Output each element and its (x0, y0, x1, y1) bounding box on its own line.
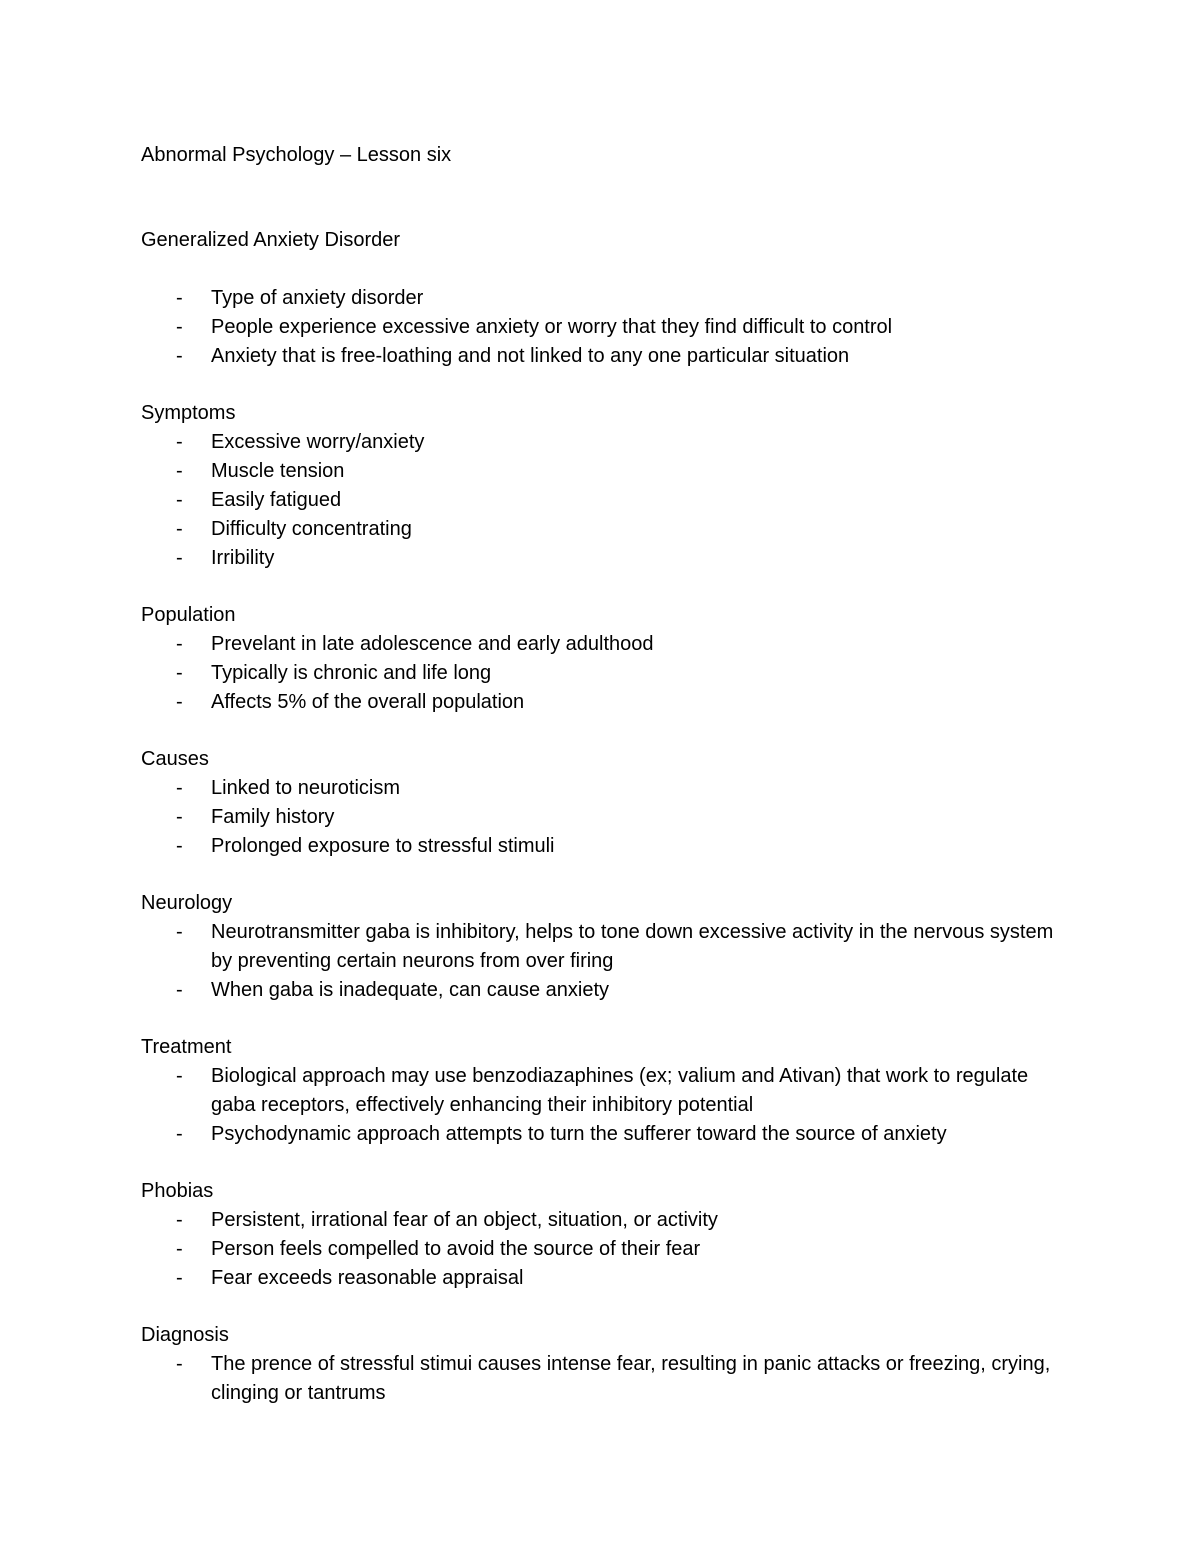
document-page (141, 141, 1071, 1408)
dash-bullet: - (176, 835, 183, 857)
bullet-list (141, 1062, 1071, 1149)
bullet-list (141, 428, 1071, 573)
section-heading: Neurology (141, 892, 233, 914)
section-heading: Treatment (141, 1036, 232, 1058)
section-neurology (141, 889, 1071, 1005)
dash-bullet: - (176, 518, 183, 540)
list-item-text: Fear exceeds reasonable appraisal (211, 1267, 524, 1289)
list-item-text: Affects 5% of the overall population (211, 691, 525, 713)
list-item (141, 659, 1071, 688)
list-item-text: People experience excessive anxiety or worry that they find difficult to control (211, 316, 893, 338)
bullet-list (141, 774, 1071, 861)
bullet-list (141, 630, 1071, 717)
list-item (141, 313, 1071, 342)
section-causes (141, 745, 1071, 861)
dash-bullet: - (176, 287, 183, 309)
list-item-text: Prolonged exposure to stressful stimuli (211, 835, 555, 857)
list-item (141, 428, 1071, 457)
list-item (141, 486, 1071, 515)
dash-bullet: - (176, 921, 183, 943)
list-item-text: Easily fatigued (211, 489, 342, 511)
list-item (141, 284, 1071, 313)
list-item (141, 976, 1071, 1005)
list-item (141, 1235, 1071, 1264)
section-phobias (141, 1177, 1071, 1293)
list-item (141, 342, 1071, 371)
section-treatment (141, 1033, 1071, 1149)
dash-bullet: - (176, 691, 183, 713)
dash-bullet: - (176, 806, 183, 828)
list-item-text: Neurotransmitter gaba is inhibitory, helps to tone down excessive activity in the nervous system by preventing certain neurons from over firing (211, 921, 1054, 972)
section-symptoms (141, 399, 1071, 573)
dash-bullet: - (176, 1209, 183, 1231)
section-population (141, 601, 1071, 717)
document-title: Abnormal Psychology – Lesson six (141, 144, 452, 166)
list-item-text: Persistent, irrational fear of an object, situation, or activity (211, 1209, 718, 1231)
bullet-list (141, 1206, 1071, 1293)
list-item (141, 688, 1071, 717)
list-item-text: The prence of stressful stimui causes intense fear, resulting in panic attacks or freezing, crying, clinging or tantrums (211, 1353, 1051, 1404)
list-item (141, 1062, 1071, 1120)
dash-bullet: - (176, 1267, 183, 1289)
dash-bullet: - (176, 633, 183, 655)
dash-bullet: - (176, 1123, 183, 1145)
section-heading: Phobias (141, 1180, 214, 1202)
dash-bullet: - (176, 777, 183, 799)
section-heading: Population (141, 604, 236, 626)
list-item (141, 630, 1071, 659)
list-item (141, 918, 1071, 976)
dash-bullet: - (176, 431, 183, 453)
list-item-text: Linked to neuroticism (211, 777, 400, 799)
dash-bullet: - (176, 1353, 183, 1375)
list-item-text: Excessive worry/anxiety (211, 431, 425, 453)
dash-bullet: - (176, 460, 183, 482)
list-item-text: Muscle tension (211, 460, 345, 482)
list-item (141, 803, 1071, 832)
list-item-text: Typically is chronic and life long (211, 662, 492, 684)
list-item-text: When gaba is inadequate, can cause anxiety (211, 979, 610, 1001)
list-item-text: Type of anxiety disorder (211, 287, 424, 309)
list-item-text: Difficulty concentrating (211, 518, 412, 540)
list-item (141, 544, 1071, 573)
list-item-text: Anxiety that is free-loathing and not linked to any one particular situation (211, 345, 850, 367)
dash-bullet: - (176, 316, 183, 338)
dash-bullet: - (176, 979, 183, 1001)
dash-bullet: - (176, 1065, 183, 1087)
list-item-text: Irribility (211, 547, 275, 569)
section-heading: Symptoms (141, 402, 236, 424)
list-item (141, 774, 1071, 803)
section-generalized-anxiety-disorder (141, 226, 1071, 371)
section-heading: Diagnosis (141, 1324, 229, 1346)
list-item (141, 457, 1071, 486)
list-item-text: Family history (211, 806, 335, 828)
list-item-text: Prevelant in late adolescence and early adulthood (211, 633, 654, 655)
list-item-text: Person feels compelled to avoid the source of their fear (211, 1238, 701, 1260)
section-heading: Causes (141, 748, 209, 770)
dash-bullet: - (176, 1238, 183, 1260)
bullet-list (141, 284, 1071, 371)
dash-bullet: - (176, 547, 183, 569)
list-item (141, 1120, 1071, 1149)
list-item (141, 832, 1071, 861)
section-heading: Generalized Anxiety Disorder (141, 229, 401, 251)
list-item (141, 1206, 1071, 1235)
dash-bullet: - (176, 345, 183, 367)
bullet-list (141, 1350, 1071, 1408)
list-item-text: Psychodynamic approach attempts to turn the sufferer toward the source of anxiety (211, 1123, 947, 1145)
bullet-list (141, 918, 1071, 1005)
list-item-text: Biological approach may use benzodiazaphines (ex; valium and Ativan) that work to regulate gaba receptors, effectively enhancing their inhibitory potential (211, 1065, 1029, 1116)
dash-bullet: - (176, 662, 183, 684)
list-item (141, 515, 1071, 544)
section-diagnosis (141, 1321, 1071, 1408)
list-item (141, 1264, 1071, 1293)
list-item (141, 1350, 1071, 1408)
dash-bullet: - (176, 489, 183, 511)
